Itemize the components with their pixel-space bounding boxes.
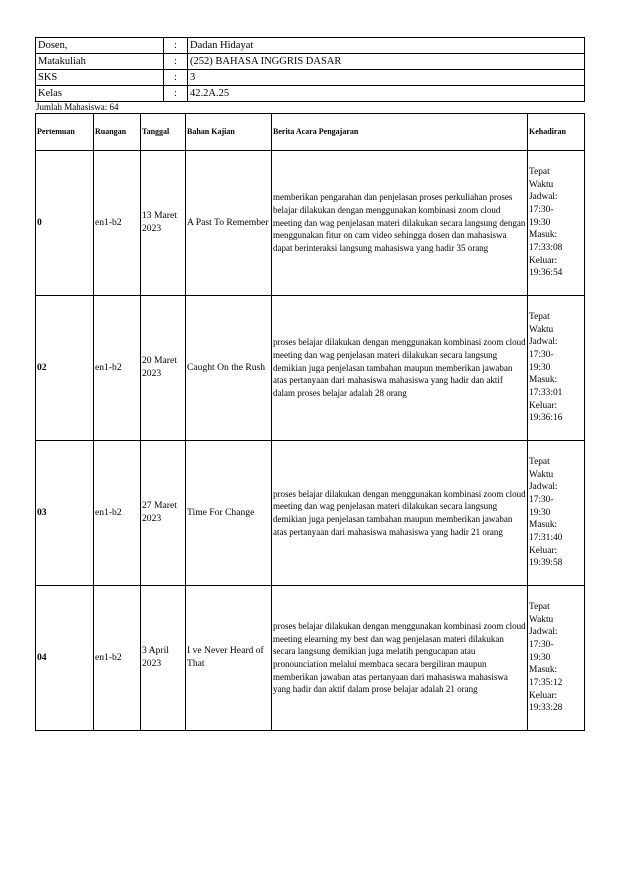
cell-berita: memberikan pengarahan dan penjelasan proses perkuliahan proses belajar dilakukan dengan menggunakan kombinasi zoom cloud meeting dan wag penjelasan materi dilakukan secara langsung dengan menggunakan fitur on cam video sehingga dosen dan mahasiswa dapat berinteraksi langsung mahasiswa yang hadir 35 orang [272,151,528,296]
kehadiran-line: 19:33:28 [529,703,563,714]
info-label: Kelas [36,86,164,102]
column-header: Ruangan [94,114,141,151]
cell-pertemuan: 03 [36,441,94,586]
kehadiran-line: 17:30- [529,349,554,360]
column-header: Berita Acara Pengajaran [272,114,528,151]
kehadiran-line: Keluar: [529,255,558,266]
document-page [35,37,584,731]
info-value: 3 [188,70,585,86]
kehadiran-line: 17:30- [529,639,554,650]
cell-berita: proses belajar dilakukan dengan menggunakan kombinasi zoom cloud meeting elearning my best dan wag penjelasan materi dilakukan secara langsung demikian juga melatih pengucapan atau pronounciation melalui membaca secara bergiliran maupun memberikan jawaban atas pertanyaan dari mahasiswa mahasiswa yang hadir dan aktif dalam prose belajar adalah 21 orang [272,586,528,731]
cell-kehadiran [528,151,585,296]
table-row [36,441,585,586]
cell-ruangan: en1-b2 [94,441,141,586]
cell-pertemuan: 04 [36,586,94,731]
cell-bahan: Time For Change [186,441,272,586]
kehadiran-line: Masuk: [529,375,558,386]
kehadiran-line: 19:30 [529,217,551,228]
column-header: Kehadiran [528,114,585,151]
kehadiran-line: 17:30- [529,204,554,215]
kehadiran-line: Waktu [529,469,554,480]
kehadiran-line: 17:33:01 [529,388,563,399]
cell-ruangan: en1-b2 [94,296,141,441]
cell-kehadiran [528,296,585,441]
kehadiran-line: Keluar: [529,400,558,411]
kehadiran-line: 17:30- [529,494,554,505]
kehadiran-line: Tepat [529,601,550,612]
cell-berita: proses belajar dilakukan dengan menggunakan kombinasi zoom cloud meeting dan wag penjelasan materi dilakukan secara langsung demikian juga penjelasan tambahan maupun memberikan jawaban atas pertanyaan dari mahasiswa mahasiswa yang hadir 21 orang [272,441,528,586]
info-sep: : [164,70,188,86]
kehadiran-line: Tepat [529,311,550,322]
cell-bahan: I ve Never Heard of That [186,586,272,731]
table-row [36,151,585,296]
cell-kehadiran [528,441,585,586]
kehadiran-line: Tepat [529,456,550,467]
kehadiran-line: Jadwal: [529,627,558,638]
cell-tanggal: 27 Maret 2023 [141,441,186,586]
cell-ruangan: en1-b2 [94,151,141,296]
kehadiran-line: Waktu [529,179,554,190]
table-row [36,296,585,441]
cell-tanggal: 3 April 2023 [141,586,186,731]
kehadiran-line: Jadwal: [529,192,558,203]
info-sep: : [164,54,188,70]
info-row [36,38,585,54]
info-table [35,37,585,102]
column-header: Pertemuan [36,114,94,151]
kehadiran-line: Jadwal: [529,482,558,493]
attendance-table [35,113,585,731]
kehadiran-line: 19:36:16 [529,413,563,424]
cell-berita: proses belajar dilakukan dengan menggunakan kombinasi zoom cloud meeting dan wag penjelasan materi dilakukan secara langsung demikian juga penjelasan tambahan maupun memberikan jawaban atas pertanyaan dari mahasiswa mahasiswa yang hadir dan aktif dalam proses belajar adalah 28 orang [272,296,528,441]
cell-pertemuan: 0 [36,151,94,296]
kehadiran-line: 19:36:54 [529,268,563,279]
kehadiran-line: 17:35:12 [529,678,563,689]
cell-bahan: Caught On the Rush [186,296,272,441]
info-sep: : [164,86,188,102]
kehadiran-line: Tepat [529,166,550,177]
kehadiran-line: 19:30 [529,652,551,663]
info-value: 42.2A.25 [188,86,585,102]
info-value: Dadan Hidayat [188,38,585,54]
kehadiran-line: Masuk: [529,665,558,676]
kehadiran-line: Masuk: [529,520,558,531]
kehadiran-line: Waktu [529,614,554,625]
cell-kehadiran [528,586,585,731]
table-row [36,586,585,731]
table-header-row [36,114,585,151]
column-header: Bahan Kajian [186,114,272,151]
info-row [36,86,585,102]
kehadiran-line: 19:30 [529,362,551,373]
kehadiran-line: 19:30 [529,507,551,518]
kehadiran-line: Keluar: [529,545,558,556]
info-label: SKS [36,70,164,86]
info-label: Matakuliah [36,54,164,70]
cell-pertemuan: 02 [36,296,94,441]
kehadiran-line: Masuk: [529,230,558,241]
cell-bahan: A Past To Remember [186,151,272,296]
kehadiran-line: Jadwal: [529,337,558,348]
cell-tanggal: 20 Maret 2023 [141,296,186,441]
info-sep: : [164,38,188,54]
jumlah-mahasiswa: Jumlah Mahasiswa: 64 [36,102,119,112]
cell-tanggal: 13 Maret 2023 [141,151,186,296]
info-label: Dosen, [36,38,164,54]
info-row [36,70,585,86]
info-value: (252) BAHASA INGGRIS DASAR [188,54,585,70]
cell-ruangan: en1-b2 [94,586,141,731]
kehadiran-line: Keluar: [529,690,558,701]
column-header: Tanggal [141,114,186,151]
kehadiran-line: 17:33:08 [529,243,563,254]
kehadiran-line: Waktu [529,324,554,335]
kehadiran-line: 17:31:40 [529,533,563,544]
kehadiran-line: 19:39:58 [529,558,563,569]
info-row [36,54,585,70]
